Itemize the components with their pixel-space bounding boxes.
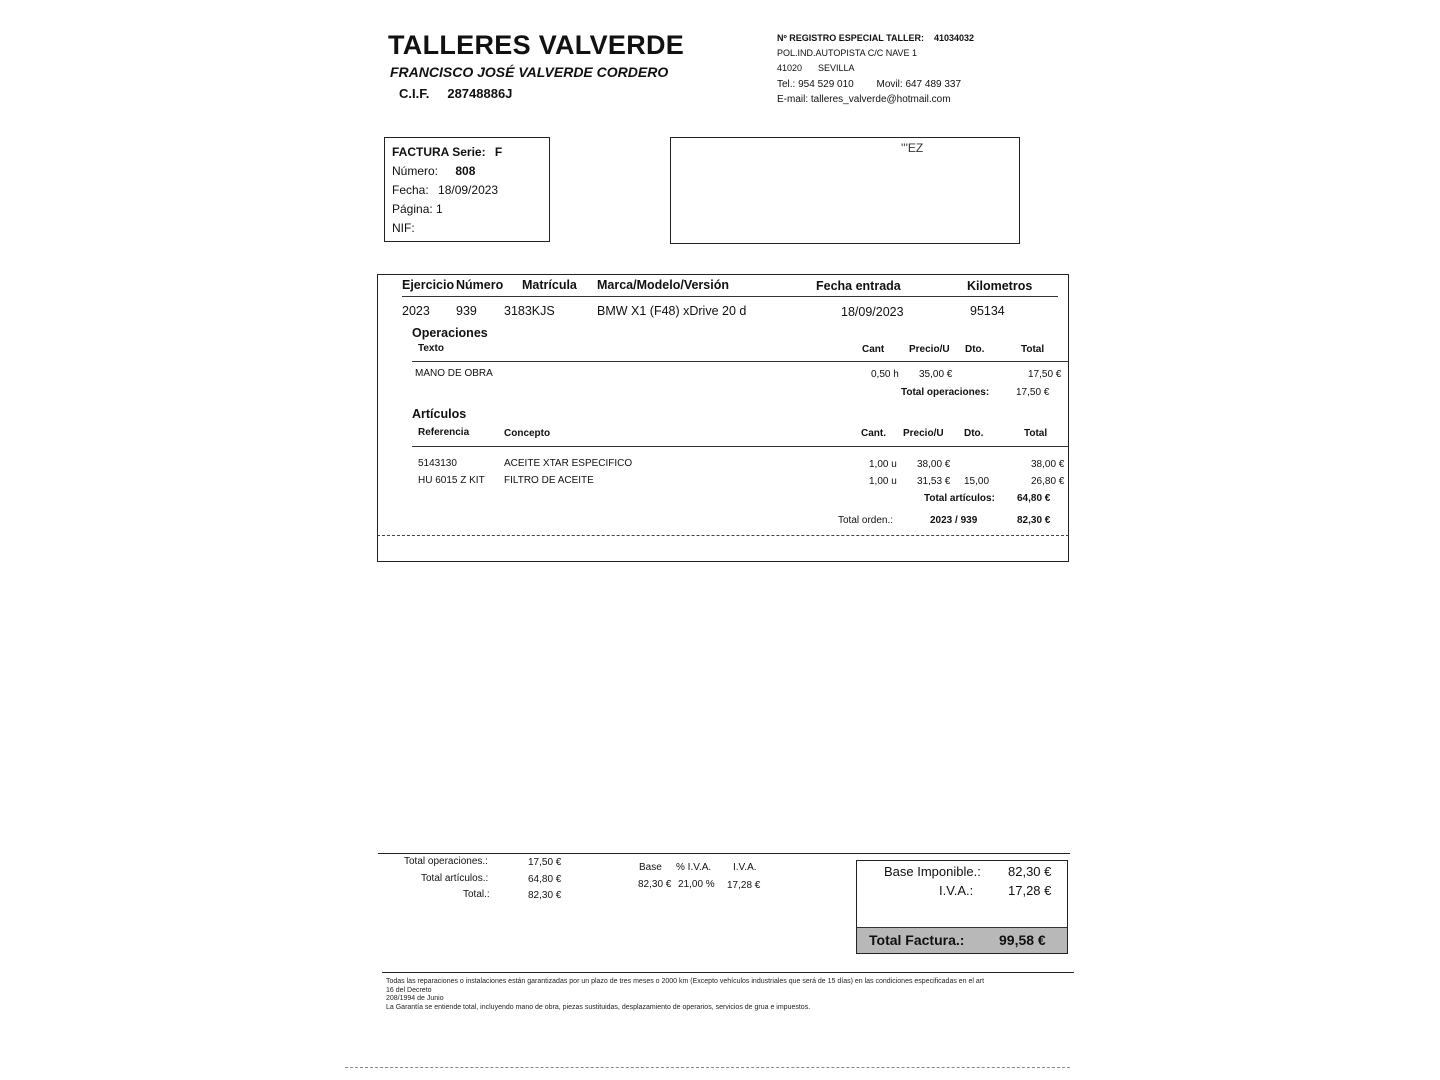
tel-value: 954 529 010 bbox=[798, 79, 854, 90]
phone-line bbox=[777, 79, 961, 90]
operations-total-label: Total operaciones: bbox=[901, 387, 990, 398]
vv-marca: BMW X1 (F48) xDrive 20 d bbox=[597, 304, 747, 318]
base-imponible-label: Base Imponible.: bbox=[884, 864, 981, 879]
art2-cant: 1,00 u bbox=[869, 476, 897, 487]
vat-iva-label: I.V.A. bbox=[733, 862, 757, 873]
page-value: 1 bbox=[436, 202, 443, 216]
mobile-label: Movil: bbox=[876, 79, 903, 90]
summary-total-label: Total.: bbox=[463, 889, 490, 900]
company-city-line bbox=[777, 63, 855, 73]
art2-total: 26,80 € bbox=[1031, 476, 1065, 487]
art2-ref: HU 6015 Z KIT bbox=[418, 475, 485, 486]
legal-line-2: 16 del Decreto bbox=[386, 986, 432, 994]
tel-label: Tel.: bbox=[777, 79, 796, 90]
company-address: POL.IND.AUTOPISTA C/C NAVE 1 bbox=[777, 48, 918, 58]
vv-matricula: 3183KJS bbox=[504, 304, 555, 318]
art2-dto: 15,00 bbox=[964, 476, 990, 487]
legal-text bbox=[386, 978, 984, 1012]
vh-fecha: Fecha entrada bbox=[816, 279, 901, 293]
city: SEVILLA bbox=[818, 63, 855, 73]
vh-marca: Marca/Modelo/Versión bbox=[597, 278, 729, 292]
invoice-page-row bbox=[392, 202, 443, 216]
registry-line bbox=[777, 33, 974, 43]
summary-top-rule bbox=[378, 853, 1070, 854]
company-cif bbox=[399, 86, 512, 101]
series-value: F bbox=[494, 145, 503, 159]
date-value: 18/09/2023 bbox=[438, 183, 499, 197]
legal-top-rule bbox=[382, 972, 1074, 973]
art2-concepto: FILTRO DE ACEITE bbox=[504, 475, 594, 486]
postal-code: 41020 bbox=[777, 63, 803, 73]
order-details-box bbox=[377, 274, 1069, 536]
vv-numero: 939 bbox=[456, 304, 477, 318]
oh-precio: Precio/U bbox=[909, 344, 950, 355]
number-label: Número: bbox=[392, 164, 439, 178]
date-label: Fecha: bbox=[392, 183, 429, 197]
art1-total: 38,00 € bbox=[1031, 459, 1065, 470]
cif-value: 28748886J bbox=[447, 86, 513, 101]
client-box bbox=[670, 137, 1020, 244]
order-total-value: 82,30 € bbox=[1017, 515, 1051, 526]
articles-total-value: 64,80 € bbox=[1017, 493, 1051, 504]
total-factura-label: Total Factura.: bbox=[869, 932, 965, 948]
operations-header-divider bbox=[412, 361, 1068, 362]
base-imponible-value: 82,30 € bbox=[1008, 864, 1052, 879]
total-factura-band bbox=[857, 927, 1067, 953]
page-bottom-rule bbox=[345, 1067, 1070, 1068]
email-line bbox=[777, 94, 951, 105]
invoice-number-row bbox=[392, 164, 475, 178]
operations-total-value: 17,50 € bbox=[1016, 387, 1050, 398]
vat-base-value: 82,30 € bbox=[638, 879, 672, 890]
op-cant: 0,50 h bbox=[871, 369, 899, 380]
vv-km: 95134 bbox=[970, 304, 1005, 318]
email-label: E-mail: bbox=[777, 94, 809, 105]
legal-line-3: 208/1994 de Junio bbox=[386, 995, 444, 1002]
nif-label: NIF: bbox=[392, 221, 415, 235]
ah-cant: Cant. bbox=[861, 428, 886, 439]
vehicle-header-divider bbox=[402, 296, 1058, 297]
op-total: 17,50 € bbox=[1028, 369, 1062, 380]
company-name: TALLERES VALVERDE bbox=[388, 30, 685, 60]
art1-ref: 5143130 bbox=[418, 458, 457, 469]
totals-box bbox=[856, 860, 1068, 954]
page-label: Página: bbox=[392, 202, 433, 216]
art1-cant: 1,00 u bbox=[869, 459, 897, 470]
legal-line-4: La Garantía se entiende total, incluyendo mano de obra, piezas sustituidas, desplazamiento de operarios, servicios de grua e impuestos. bbox=[386, 1003, 811, 1011]
invoice-info-box bbox=[384, 137, 550, 242]
vat-pct-value: 21,00 % bbox=[678, 879, 715, 890]
vv-fecha: 18/09/2023 bbox=[841, 305, 904, 319]
ah-concepto: Concepto bbox=[504, 428, 551, 439]
mobile-value: 647 489 337 bbox=[905, 79, 962, 90]
registry-value: 41034032 bbox=[933, 33, 975, 43]
vh-km: Kilometros bbox=[967, 279, 1033, 293]
number-value: 808 bbox=[455, 164, 476, 178]
vat-iva-value: 17,28 € bbox=[727, 880, 761, 891]
ah-ref: Referencia bbox=[418, 427, 470, 438]
invoice-nif-row bbox=[392, 221, 415, 235]
oh-dto: Dto. bbox=[965, 344, 985, 355]
oh-cant: Cant bbox=[862, 344, 885, 355]
order-footer-strip bbox=[377, 535, 1069, 562]
op-precio: 35,00 € bbox=[919, 369, 953, 380]
art1-precio: 38,00 € bbox=[917, 459, 951, 470]
op-texto: MANO DE OBRA bbox=[415, 368, 493, 379]
vat-pct-label: % I.V.A. bbox=[676, 862, 712, 873]
articles-header-divider bbox=[412, 446, 1068, 447]
summary-total-value: 82,30 € bbox=[528, 890, 562, 901]
invoice-series-row bbox=[392, 145, 502, 159]
total-factura-value: 99,58 € bbox=[999, 932, 1046, 948]
ah-dto: Dto. bbox=[964, 428, 984, 439]
order-total-label: Total orden.: bbox=[838, 515, 894, 526]
email-value: talleres_valverde@hotmail.com bbox=[810, 94, 951, 105]
client-name-fragment: '''EZ bbox=[901, 141, 924, 155]
operations-title: Operaciones bbox=[412, 326, 488, 340]
vh-ejercicio: Ejercicio bbox=[402, 278, 455, 292]
oh-texto: Texto bbox=[418, 343, 444, 354]
art1-concepto: ACEITE XTAR ESPECIFICO bbox=[504, 458, 633, 469]
summary-ops-value: 17,50 € bbox=[528, 857, 562, 868]
ah-precio: Precio/U bbox=[903, 428, 944, 439]
summary-ops-label: Total operaciones.: bbox=[404, 856, 488, 867]
oh-total: Total bbox=[1021, 344, 1045, 355]
vat-base-label: Base bbox=[639, 862, 662, 873]
vh-numero: Número bbox=[456, 278, 504, 292]
vh-matricula: Matrícula bbox=[522, 278, 577, 292]
articles-title: Artículos bbox=[412, 407, 467, 421]
cif-label: C.I.F. bbox=[399, 86, 430, 101]
articles-total-label: Total artículos: bbox=[924, 493, 995, 504]
legal-line-1: Todas las reparaciones o instalaciones están garantizadas por un plazo de tres meses o 2000 km (Excepto vehículos industriales que será de 15 días) en las condiciones especificadas en el art bbox=[386, 978, 985, 985]
series-label: FACTURA Serie: bbox=[392, 145, 486, 159]
summary-arts-value: 64,80 € bbox=[528, 874, 562, 885]
art2-precio: 31,53 € bbox=[917, 476, 951, 487]
vv-ejercicio: 2023 bbox=[402, 304, 430, 318]
summary-arts-label: Total artículos.: bbox=[421, 873, 489, 884]
iva-value: 17,28 € bbox=[1008, 883, 1052, 898]
company-owner: FRANCISCO JOSÉ VALVERDE CORDERO bbox=[390, 64, 669, 80]
invoice-date-row bbox=[392, 183, 498, 197]
ah-total: Total bbox=[1024, 428, 1048, 439]
registry-label: Nº REGISTRO ESPECIAL TALLER: bbox=[777, 33, 924, 43]
iva-label: I.V.A.: bbox=[939, 883, 974, 898]
order-ref: 2023 / 939 bbox=[930, 515, 978, 526]
